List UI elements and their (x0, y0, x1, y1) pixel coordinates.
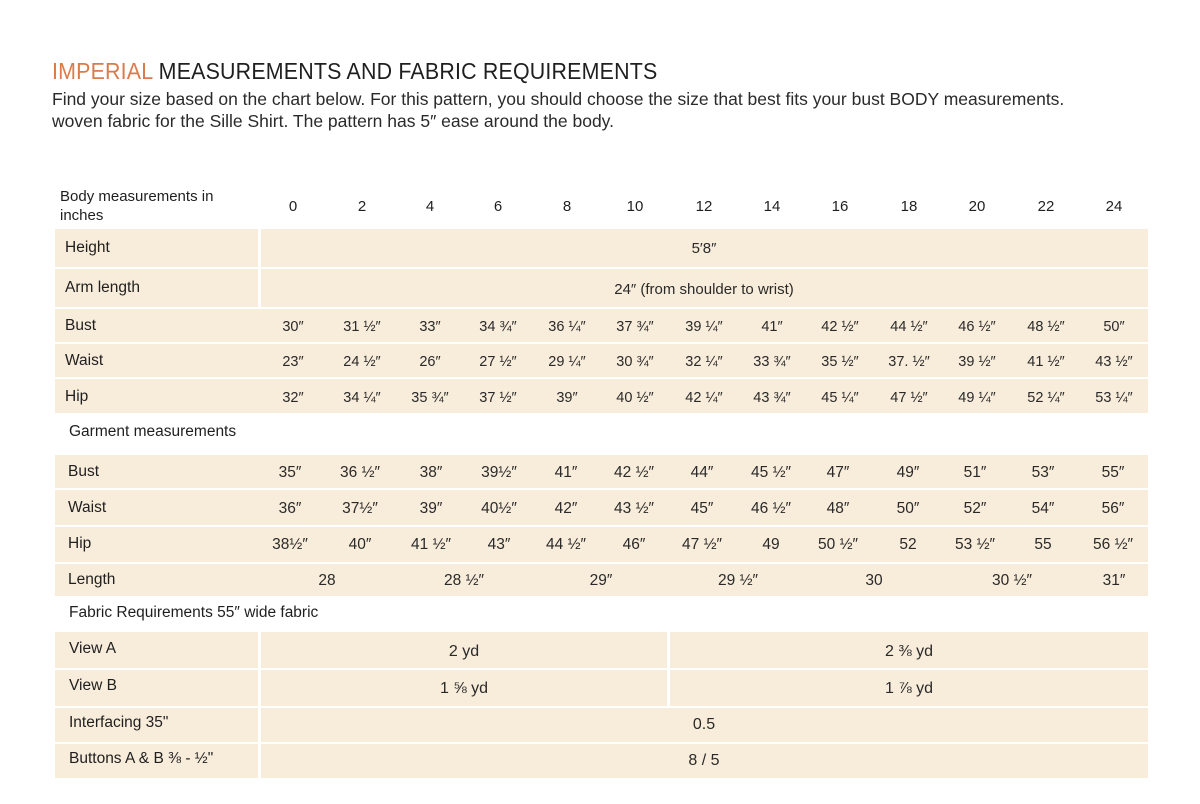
garment-waist-size-20: 52″ (963, 500, 987, 517)
garment-hip-size-18: 52 (899, 536, 917, 553)
garment-bust-size-12: 44″ (690, 464, 714, 481)
garment-hip-size-10: 46″ (622, 536, 646, 553)
row-label-arm-length: Arm length (65, 279, 140, 296)
page-title (52, 58, 657, 85)
size-18: 18 (900, 198, 918, 215)
fabric-requirements-title: Fabric Requirements 55″ wide fabric (69, 604, 319, 621)
garment-bust-size-22: 53″ (1031, 464, 1055, 481)
body-waist-size-24: 43 ½″ (1095, 354, 1133, 370)
body-waist-size-22: 41 ½″ (1027, 354, 1065, 370)
garment-hip-size-4: 41 ½″ (411, 536, 451, 553)
body-bust-size-24: 50″ (1103, 319, 1125, 335)
body-hip-size-24: 53 ¼″ (1095, 390, 1133, 406)
view-b-row (55, 670, 1148, 706)
garment-row-label-hip: Hip (68, 535, 92, 552)
length-value-8-10: 29″ (589, 572, 613, 589)
garment-bust-size-14: 45 ½″ (751, 464, 791, 481)
body-hip-size-16: 45 ¼″ (821, 390, 859, 406)
size-4: 4 (425, 198, 435, 215)
view-a-small-sizes: 2 yd (448, 643, 480, 660)
length-value-16-18: 30 (865, 572, 883, 589)
garment-waist-size-6: 40½″ (481, 500, 517, 517)
body-waist-size-10: 30 ¾″ (616, 354, 654, 370)
garment-waist-size-22: 54″ (1031, 500, 1055, 517)
body-bust-size-6: 34 ¾″ (479, 319, 517, 335)
body-bust-size-22: 48 ½″ (1027, 319, 1065, 335)
body-hip-size-14: 43 ¾″ (753, 390, 791, 406)
title-accent: IMPERIAL (52, 58, 153, 84)
garment-bust-size-4: 38″ (419, 464, 443, 481)
garment-waist-size-16: 48″ (826, 500, 850, 517)
size-16: 16 (831, 198, 849, 215)
garment-bust-size-8: 41″ (554, 464, 578, 481)
size-8: 8 (562, 198, 572, 215)
size-22: 22 (1037, 198, 1055, 215)
view-b-large-sizes: 1 ⅞ yd (884, 680, 934, 697)
body-hip-size-4: 35 ¾″ (411, 390, 449, 406)
row-label-length: Length (68, 571, 116, 588)
garment-bust-size-6: 39½″ (481, 464, 517, 481)
view-a-row (55, 632, 1148, 668)
buttons-value: 8 / 5 (688, 752, 720, 769)
body-bust-size-2: 31 ½″ (343, 319, 381, 335)
intro-text (52, 88, 1064, 132)
row-label-height: Height (65, 239, 110, 256)
size-14: 14 (763, 198, 781, 215)
body-waist-size-2: 24 ½″ (343, 354, 381, 370)
garment-hip-size-0: 38½″ (272, 536, 308, 553)
interfacing-row (55, 708, 1148, 742)
height-value: 5′8″ (691, 240, 717, 257)
row-label-buttons: Buttons A & B ⅜ - ½" (69, 750, 214, 767)
length-value-20-22: 30 ½″ (992, 572, 1032, 589)
title-rest: MEASUREMENTS AND FABRIC REQUIREMENTS (152, 58, 658, 84)
body-waist-size-12: 32 ¼″ (685, 354, 723, 370)
length-value-12-14: 29 ½″ (718, 572, 758, 589)
body-bust-size-10: 37 ¾″ (616, 319, 654, 335)
garment-bust-size-10: 42 ½″ (614, 464, 654, 481)
body-hip-size-18: 47 ½″ (890, 390, 928, 406)
body-measurements-header: Body measurements in inches (60, 188, 214, 224)
garment-waist-size-2: 37½″ (342, 500, 378, 517)
garment-hip-size-14: 49 (762, 536, 780, 553)
garment-bust-size-24: 55″ (1101, 464, 1125, 481)
garment-hip-size-16: 50 ½″ (818, 536, 858, 553)
body-waist-size-20: 39 ½″ (958, 354, 996, 370)
garment-hip-size-2: 40″ (348, 536, 372, 553)
body-row-label-bust: Bust (65, 317, 97, 334)
garment-row-label-bust: Bust (68, 463, 100, 480)
row-label-view-a: View A (69, 640, 117, 657)
garment-waist-size-12: 45″ (690, 500, 714, 517)
length-value-4-6: 28 ½″ (444, 572, 484, 589)
intro-line-1: Find your size based on the chart below. For this pattern, you should choose the size that best fits your bust BODY measurements. (52, 89, 1065, 109)
body-hip-size-8: 39″ (556, 390, 578, 406)
body-waist-size-14: 33 ¾″ (753, 354, 791, 370)
body-waist-size-0: 23″ (282, 354, 304, 370)
garment-waist-size-4: 39″ (419, 500, 443, 517)
body-hip-size-6: 37 ½″ (479, 390, 517, 406)
interfacing-value: 0.5 (692, 716, 716, 733)
body-waist-size-16: 35 ½″ (821, 354, 859, 370)
length-value-24: 31″ (1102, 572, 1126, 589)
size-10: 10 (626, 198, 644, 215)
size-2: 2 (357, 198, 367, 215)
garment-bust-size-18: 49″ (896, 464, 920, 481)
garment-hip-size-6: 43″ (487, 536, 511, 553)
body-waist-size-8: 29 ¼″ (548, 354, 586, 370)
garment-bust-size-20: 51″ (963, 464, 987, 481)
garment-bust-size-0: 35″ (278, 464, 302, 481)
garment-waist-size-14: 46 ½″ (751, 500, 791, 517)
body-hip-size-2: 34 ¼″ (343, 390, 381, 406)
body-bust-size-8: 36 ¼″ (548, 319, 586, 335)
arm-length-value: 24″ (from shoulder to wrist) (614, 281, 794, 298)
body-bust-size-16: 42 ½″ (821, 319, 859, 335)
body-bust-size-4: 33″ (419, 319, 441, 335)
row-label-interfacing: Interfacing 35" (69, 714, 169, 731)
size-20: 20 (968, 198, 986, 215)
row-label-view-b: View B (69, 677, 117, 694)
garment-hip-size-20: 53 ½″ (955, 536, 995, 553)
garment-bust-size-2: 36 ½″ (340, 464, 380, 481)
body-hip-size-22: 52 ¼″ (1027, 390, 1065, 406)
view-a-large-sizes: 2 ⅜ yd (884, 643, 934, 660)
garment-bust-size-16: 47″ (826, 464, 850, 481)
body-waist-size-6: 27 ½″ (479, 354, 517, 370)
garment-waist-size-0: 36″ (278, 500, 302, 517)
garment-hip-size-12: 47 ½″ (682, 536, 722, 553)
garment-waist-size-8: 42″ (554, 500, 578, 517)
garment-hip-size-22: 55 (1034, 536, 1052, 553)
size-6: 6 (493, 198, 503, 215)
garment-hip-size-8: 44 ½″ (546, 536, 586, 553)
garment-row-label-waist: Waist (68, 499, 107, 516)
arm-length-row (55, 269, 1148, 307)
size-0: 0 (288, 198, 298, 215)
body-hip-size-10: 40 ½″ (616, 390, 654, 406)
body-bust-size-12: 39 ¼″ (685, 319, 723, 335)
body-bust-size-0: 30″ (282, 319, 304, 335)
body-hip-size-0: 32″ (282, 390, 304, 406)
body-bust-size-14: 41″ (761, 319, 783, 335)
body-hip-size-20: 49 ¼″ (958, 390, 996, 406)
size-12: 12 (695, 198, 713, 215)
intro-line-2: woven fabric for the Sille Shirt. The pattern has 5″ ease around the body. (52, 111, 614, 131)
body-hip-size-12: 42 ¼″ (685, 390, 723, 406)
garment-waist-size-18: 50″ (896, 500, 920, 517)
size-24: 24 (1105, 198, 1123, 215)
garment-measurements-title: Garment measurements (69, 423, 237, 440)
body-bust-size-20: 46 ½″ (958, 319, 996, 335)
garment-hip-size-24: 56 ½″ (1093, 536, 1133, 553)
body-row-label-hip: Hip (65, 388, 89, 405)
garment-waist-size-10: 43 ½″ (614, 500, 654, 517)
body-bust-size-18: 44 ½″ (890, 319, 928, 335)
garment-waist-size-24: 56″ (1101, 500, 1125, 517)
buttons-row (55, 744, 1148, 778)
body-waist-size-4: 26″ (419, 354, 441, 370)
view-b-small-sizes: 1 ⅝ yd (439, 680, 489, 697)
height-row (55, 229, 1148, 267)
body-waist-size-18: 37. ½″ (888, 354, 930, 370)
body-row-label-waist: Waist (65, 352, 104, 369)
length-value-0-2: 28 (318, 572, 336, 589)
